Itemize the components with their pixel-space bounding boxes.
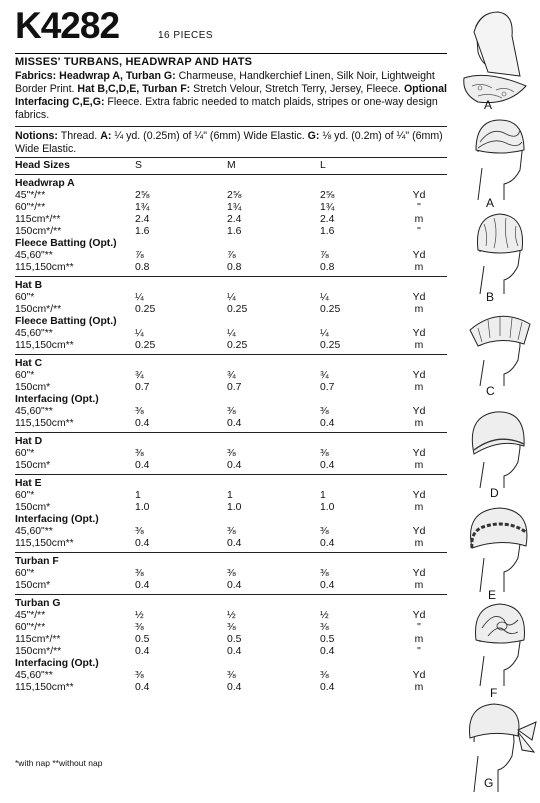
size-l-value: 1.0 xyxy=(320,502,335,513)
section-label: Interfacing (Opt.) xyxy=(15,658,99,669)
size-l-value: ½ xyxy=(320,610,329,621)
fabric-width: 45,60"** xyxy=(15,328,53,339)
group-divider xyxy=(15,354,447,355)
size-s-value: 0.25 xyxy=(135,340,156,351)
fabric-width: 115cm*/** xyxy=(15,214,61,225)
size-l-value: ⅜ xyxy=(320,448,329,459)
braided-hat-icon xyxy=(448,502,540,594)
size-l-value: 2.4 xyxy=(320,214,335,225)
size-l-value: 1 xyxy=(320,490,326,501)
fabric-width: 45,60"** xyxy=(15,526,53,537)
section-heading-row xyxy=(15,598,447,610)
section-heading-row xyxy=(15,178,447,190)
pleated-hat-icon xyxy=(448,306,540,388)
yardage-row xyxy=(15,526,447,538)
unit-value: m xyxy=(414,538,424,549)
head-sizes-label: Head Sizes xyxy=(15,160,70,171)
yardage-row xyxy=(15,190,447,202)
group-divider xyxy=(15,552,447,553)
unit-value: Yd xyxy=(412,610,426,621)
section-label: Hat C xyxy=(15,358,43,369)
fabric-width: 150cm* xyxy=(15,502,51,513)
size-l-value: ¼ xyxy=(320,328,329,339)
size-header-row xyxy=(15,160,447,172)
fabric-width: 150cm*/** xyxy=(15,226,62,237)
size-l-value: 2⅝ xyxy=(320,190,335,201)
unit-value: m xyxy=(414,382,424,393)
unit-value: m xyxy=(414,418,424,429)
yardage-row xyxy=(15,568,447,580)
size-l-value: ⅜ xyxy=(320,622,329,633)
tied-scarf-icon xyxy=(448,696,540,796)
yardage-row xyxy=(15,610,447,622)
section-heading-row xyxy=(15,394,447,406)
size-s-value: 1¾ xyxy=(135,202,150,213)
yardage-row xyxy=(15,418,447,430)
fabric-width: 60"* xyxy=(15,490,35,501)
size-m-value: 0.5 xyxy=(227,634,242,645)
size-m-value: 1¾ xyxy=(227,202,242,213)
fabric-width: 150cm* xyxy=(15,580,51,591)
size-s-value: ¾ xyxy=(135,370,144,381)
group-divider xyxy=(15,594,447,595)
size-m-value: ⅜ xyxy=(227,448,236,459)
fabric-width: 45"*/** xyxy=(15,610,46,621)
section-heading-row xyxy=(15,658,447,670)
section-label: Fleece Batting (Opt.) xyxy=(15,316,117,327)
size-l-label: L xyxy=(320,160,326,171)
fabric-width: 115,150cm** xyxy=(15,418,74,429)
yardage-row xyxy=(15,262,447,274)
unit-value: Yd xyxy=(412,328,426,339)
size-s-value: 0.7 xyxy=(135,382,150,393)
section-heading-row xyxy=(15,514,447,526)
section-label: Hat E xyxy=(15,478,42,489)
size-m-value: ⅜ xyxy=(227,406,236,417)
size-m-value: 0.25 xyxy=(227,304,248,315)
size-s-value: 2.4 xyxy=(135,214,150,225)
size-s-value: 0.4 xyxy=(135,418,150,429)
size-m-value: ¼ xyxy=(227,328,236,339)
size-m-value: 0.4 xyxy=(227,538,242,549)
size-l-value: 0.7 xyxy=(320,382,335,393)
size-l-value: 0.4 xyxy=(320,580,335,591)
pattern-title: MISSES' TURBANS, HEADWRAP AND HATS xyxy=(15,56,253,68)
size-l-value: 0.4 xyxy=(320,538,335,549)
section-heading-row xyxy=(15,436,447,448)
unit-value: Yd xyxy=(412,526,426,537)
section-heading-row xyxy=(15,280,447,292)
size-l-value: 0.4 xyxy=(320,460,335,471)
size-l-value: ⅜ xyxy=(320,406,329,417)
size-s-value: 0.4 xyxy=(135,646,150,657)
size-s-value: ¼ xyxy=(135,292,144,303)
group-divider xyxy=(15,276,447,277)
yardage-row xyxy=(15,250,447,262)
yardage-row xyxy=(15,538,447,550)
section-heading-row xyxy=(15,556,447,568)
section-heading-row xyxy=(15,316,447,328)
unit-value: m xyxy=(414,634,424,645)
size-s-value: ⅜ xyxy=(135,526,144,537)
size-s-value: 0.25 xyxy=(135,304,156,315)
notions-text-1: Thread. xyxy=(57,130,101,142)
section-heading-row xyxy=(15,478,447,490)
unit-value: " xyxy=(417,622,421,633)
yardage-row xyxy=(15,382,447,394)
size-m-value: ⅞ xyxy=(227,250,236,261)
view-label-b: B xyxy=(486,290,495,304)
size-m-value: 1 xyxy=(227,490,233,501)
view-label-g: G xyxy=(484,776,494,790)
yardage-row xyxy=(15,580,447,592)
fabrics-views-3: Optional Interfacing C,E,G: xyxy=(15,83,447,108)
fabrics-list-3: Fleece. Extra fabric needed to match plaids, stripes or one-way design fabrics. xyxy=(15,96,438,121)
size-s-value: 2⅝ xyxy=(135,190,150,201)
section-label: Interfacing (Opt.) xyxy=(15,514,99,525)
fabric-width: 150cm* xyxy=(15,382,51,393)
section-heading-row xyxy=(15,238,447,250)
unit-value: Yd xyxy=(412,448,426,459)
notions-lead: Notions: xyxy=(15,130,58,142)
size-l-value: ⅜ xyxy=(320,568,329,579)
unit-value: Yd xyxy=(412,568,426,579)
size-m-value: 1.0 xyxy=(227,502,242,513)
size-s-value: 0.4 xyxy=(135,460,150,471)
notions-text-3: ⅛ yd. (0.2m) of ¼" (6mm) Wide Elastic. xyxy=(15,130,443,155)
fabric-width: 45,60"** xyxy=(15,670,53,681)
size-l-value: 1.6 xyxy=(320,226,335,237)
size-l-value: 0.25 xyxy=(320,340,341,351)
yardage-row xyxy=(15,406,447,418)
fabrics-views-2: Hat B,C,D,E, Turban F: xyxy=(74,83,191,95)
fabrics-rule xyxy=(15,126,447,127)
size-l-value: 0.4 xyxy=(320,682,335,693)
yardage-row xyxy=(15,670,447,682)
unit-value: " xyxy=(417,226,421,237)
fabrics-paragraph xyxy=(15,70,447,122)
yardage-row xyxy=(15,448,447,460)
fabrics-list-2: Stretch Velour, Stretch Terry, Jersey, Fleece. xyxy=(190,83,401,95)
fabric-width: 60"*/** xyxy=(15,622,46,633)
yardage-table xyxy=(15,158,447,694)
unit-value: Yd xyxy=(412,250,426,261)
twisted-turban-icon xyxy=(448,112,540,202)
yardage-row xyxy=(15,292,447,304)
fabric-width: 45,60"** xyxy=(15,250,53,261)
view-label-e: E xyxy=(488,588,497,602)
unit-value: Yd xyxy=(412,190,426,201)
size-l-value: 1¾ xyxy=(320,202,335,213)
size-l-value: 0.4 xyxy=(320,418,335,429)
section-label: Hat B xyxy=(15,280,43,291)
fabric-width: 115cm*/** xyxy=(15,634,61,645)
fabric-width: 45"*/** xyxy=(15,190,46,201)
yardage-row xyxy=(15,460,447,472)
section-heading-row xyxy=(15,358,447,370)
size-m-value: ¼ xyxy=(227,292,236,303)
size-m-value: 2.4 xyxy=(227,214,242,225)
size-l-value: ⅜ xyxy=(320,670,329,681)
unit-value: m xyxy=(414,580,424,591)
view-label-a2: A xyxy=(486,196,495,210)
unit-value: Yd xyxy=(412,670,426,681)
unit-value: m xyxy=(414,460,424,471)
size-s-value: 0.5 xyxy=(135,634,150,645)
size-m-value: ⅜ xyxy=(227,622,236,633)
fabric-width: 60"*/** xyxy=(15,202,46,213)
yardage-row xyxy=(15,682,447,694)
notions-text-2: ¼ yd. (0.25m) of ¼" (6mm) Wide Elastic. xyxy=(111,130,308,142)
size-m-value: 0.4 xyxy=(227,580,242,591)
unit-value: Yd xyxy=(412,406,426,417)
size-m-value: 0.7 xyxy=(227,382,242,393)
size-m-value: ⅜ xyxy=(227,670,236,681)
view-label-c: C xyxy=(486,384,495,398)
size-m-value: 0.4 xyxy=(227,460,242,471)
notions-paragraph xyxy=(15,130,447,156)
unit-value: m xyxy=(414,262,424,273)
size-m-value: ⅜ xyxy=(227,568,236,579)
view-label-f: F xyxy=(490,686,498,700)
size-l-value: ¼ xyxy=(320,292,329,303)
fabric-width: 150cm*/** xyxy=(15,646,62,657)
section-label: Turban F xyxy=(15,556,59,567)
pieces-count: 16 PIECES xyxy=(158,30,214,41)
size-m-value: ½ xyxy=(227,610,236,621)
size-m-value: 0.8 xyxy=(227,262,242,273)
yardage-row xyxy=(15,226,447,238)
size-s-value: ⅜ xyxy=(135,622,144,633)
unit-value: m xyxy=(414,340,424,351)
size-s-value: 1 xyxy=(135,490,141,501)
fabric-width: 115,150cm** xyxy=(15,340,74,351)
fabric-width: 60"* xyxy=(15,568,35,579)
yardage-row xyxy=(15,340,447,352)
unit-value: m xyxy=(414,682,424,693)
size-m-value: ¾ xyxy=(227,370,236,381)
unit-value: Yd xyxy=(412,292,426,303)
size-m-value: 0.4 xyxy=(227,646,242,657)
size-l-value: ⅞ xyxy=(320,250,329,261)
notions-view-g: G: xyxy=(307,130,320,142)
size-m-value: 0.4 xyxy=(227,682,242,693)
fabric-width: 150cm*/** xyxy=(15,304,62,315)
fabric-width: 150cm* xyxy=(15,460,51,471)
size-l-value: ⅜ xyxy=(320,526,329,537)
slouch-hat-icon xyxy=(448,406,540,490)
unit-value: m xyxy=(414,304,424,315)
size-m-value: 0.4 xyxy=(227,418,242,429)
yardage-row xyxy=(15,370,447,382)
group-divider xyxy=(15,474,447,475)
unit-value: Yd xyxy=(412,370,426,381)
yardage-row xyxy=(15,490,447,502)
size-s-value: ¼ xyxy=(135,328,144,339)
size-l-value: 0.4 xyxy=(320,646,335,657)
yardage-row xyxy=(15,622,447,634)
yardage-row xyxy=(15,634,447,646)
size-s-value: ⅞ xyxy=(135,250,144,261)
section-label: Hat D xyxy=(15,436,43,447)
fabric-width: 60"* xyxy=(15,292,35,303)
fabric-width: 115,150cm** xyxy=(15,262,74,273)
fabric-width: 60"* xyxy=(15,448,35,459)
yardage-row xyxy=(15,502,447,514)
yardage-row xyxy=(15,214,447,226)
view-label-d: D xyxy=(490,486,499,500)
table-rule xyxy=(15,174,447,175)
notions-view-a: A: xyxy=(100,130,112,142)
gathered-hat-icon xyxy=(448,208,540,296)
size-s-value: 0.4 xyxy=(135,682,150,693)
unit-value: Yd xyxy=(412,490,426,501)
size-s-value: 0.4 xyxy=(135,580,150,591)
pattern-number: K4282 xyxy=(15,5,120,46)
unit-value: " xyxy=(417,646,421,657)
size-m-value: 1.6 xyxy=(227,226,242,237)
size-l-value: 0.5 xyxy=(320,634,335,645)
yardage-groups xyxy=(15,178,447,694)
pattern-header xyxy=(15,6,119,46)
knot-turban-icon xyxy=(448,598,540,688)
size-s-value: 1.6 xyxy=(135,226,150,237)
footnote: *with nap **without nap xyxy=(15,758,103,768)
header-rule xyxy=(15,53,447,54)
size-s-value: ⅜ xyxy=(135,448,144,459)
size-s-value: ⅜ xyxy=(135,670,144,681)
size-l-value: 0.8 xyxy=(320,262,335,273)
size-s-value: 0.4 xyxy=(135,538,150,549)
fabric-width: 115,150cm** xyxy=(15,682,74,693)
section-label: Headwrap A xyxy=(15,178,75,189)
size-l-value: 0.25 xyxy=(320,304,341,315)
headwrap-icon xyxy=(448,6,540,112)
unit-value: " xyxy=(417,202,421,213)
size-s-value: ⅜ xyxy=(135,406,144,417)
size-s-label: S xyxy=(135,160,142,171)
size-m-value: 0.25 xyxy=(227,340,248,351)
fabric-width: 115,150cm** xyxy=(15,538,74,549)
section-label: Turban G xyxy=(15,598,61,609)
view-label-a1: A xyxy=(484,98,493,112)
size-s-value: ½ xyxy=(135,610,144,621)
fabric-width: 60"* xyxy=(15,370,35,381)
size-m-value: ⅜ xyxy=(227,526,236,537)
size-s-value: 1.0 xyxy=(135,502,150,513)
unit-value: m xyxy=(414,214,424,225)
size-l-value: ¾ xyxy=(320,370,329,381)
size-m-label: M xyxy=(227,160,236,171)
section-label: Interfacing (Opt.) xyxy=(15,394,99,405)
fabrics-lead: Fabrics: xyxy=(15,70,57,82)
yardage-row xyxy=(15,646,447,658)
fabrics-list-1: Charmeuse, Handkerchief Linen, Silk Noir, Lightweight Border Print. xyxy=(15,70,435,95)
size-s-value: ⅜ xyxy=(135,568,144,579)
size-m-value: 2⅝ xyxy=(227,190,242,201)
section-label: Fleece Batting (Opt.) xyxy=(15,238,117,249)
fabrics-views-1: Headwrap A, Turban G: xyxy=(56,70,176,82)
group-divider xyxy=(15,432,447,433)
unit-value: m xyxy=(414,502,424,513)
size-s-value: 0.8 xyxy=(135,262,150,273)
yardage-row xyxy=(15,328,447,340)
fabric-width: 45,60"** xyxy=(15,406,53,417)
yardage-row xyxy=(15,304,447,316)
yardage-row xyxy=(15,202,447,214)
